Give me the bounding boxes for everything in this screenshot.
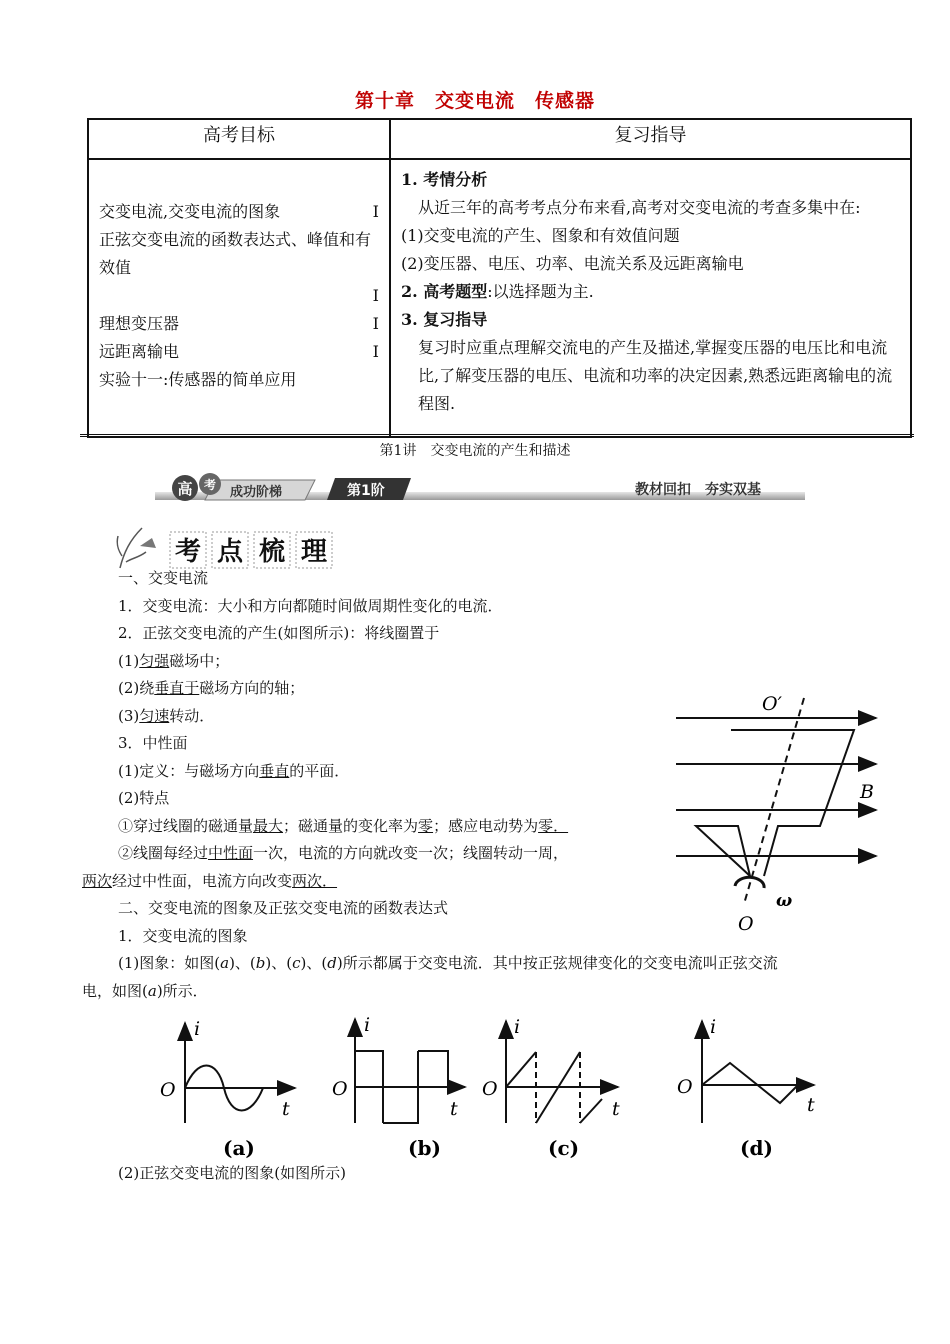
- text-line: (2)正弦交变电流的图象(如图所示): [118, 1164, 346, 1182]
- header-guide: 复习指导: [390, 119, 911, 159]
- text-line: ②线圈每经过中性面一次，电流的方向就改变一次；线圈转动一周，: [118, 844, 569, 862]
- guide-paragraph: 复习时应重点理解交流电的产生及描述,掌握变压器的电压比和电流比,了解变压器的电压、电流和功率的决定因素,熟悉远距离输电的流程图.: [418, 338, 893, 413]
- svg-text:i: i: [514, 1016, 521, 1038]
- heading-char: 点: [217, 537, 244, 567]
- banner-steps: 成功阶梯: [230, 485, 283, 500]
- guide-cell: [390, 159, 911, 437]
- field-label: B: [860, 781, 874, 803]
- text-line: 两次经过中性面，电流方向改变两次．: [82, 871, 338, 890]
- text-line: 1．交变电流的图象: [118, 926, 248, 945]
- butterfly-icon: [140, 538, 156, 548]
- omega-label: ω: [776, 891, 793, 911]
- caption-a: (a): [223, 1136, 255, 1160]
- goal-row: 实验十一:传感器的简单应用: [99, 370, 297, 389]
- banner-stage: 第1阶: [347, 483, 385, 499]
- svg-text:O: O: [482, 1078, 498, 1100]
- axis-label-bottom: O: [738, 913, 754, 935]
- kao-char: 考: [203, 478, 217, 492]
- heading-char: 考: [175, 537, 202, 567]
- graph-c: [482, 1016, 620, 1123]
- goal-row: 远距离输电 Ⅰ: [99, 342, 379, 361]
- guide-paragraph: 从近三年的高考考点分布来看,高考对交变电流的考查多集中在:: [418, 198, 861, 217]
- text-line: 2．正弦交变电流的产生(如图所示)：将线圈置于: [118, 624, 440, 642]
- graph-a: [160, 1018, 295, 1123]
- heading-char: 梳: [259, 537, 286, 567]
- text-line: 1．交变电流：大小和方向都随时间做周期性变化的电流．: [118, 596, 503, 615]
- goal-row: 理想变压器 Ⅰ: [99, 314, 379, 333]
- guide-item: (2)变压器、电压、功率、电流关系及远距离输电: [401, 254, 744, 273]
- coil-figure: [668, 686, 888, 936]
- stage-banner: [155, 472, 805, 506]
- triangle-wave: [702, 1063, 798, 1103]
- guide-heading-3: 3. 复习指导: [401, 310, 488, 329]
- graph-b: [332, 1015, 465, 1123]
- i-label: i: [194, 1018, 201, 1040]
- current-graphs: [150, 1015, 840, 1165]
- text-line: (1)定义：与磁场方向垂直的平面．: [118, 761, 350, 780]
- svg-text:O: O: [677, 1076, 693, 1098]
- review-table: [87, 118, 912, 438]
- axis-label-top: O′: [762, 693, 782, 715]
- chapter-title: 第十章 交变电流 传感器: [354, 90, 595, 112]
- caption-b: (b): [408, 1136, 441, 1160]
- caption-d: (d): [740, 1136, 773, 1160]
- coil: [696, 730, 854, 876]
- text-line: (1)图象：如图(a)、(b)、(c)、(d)所示都属于交变电流．其中按正弦规律变化的交变电流叫正弦交流: [118, 954, 778, 972]
- goal-row: 正弦交变电流的函数表达式、峰值和有效值: [99, 230, 372, 277]
- guide-heading-1: 1. 考情分析: [401, 170, 488, 189]
- text-line: (2)绕垂直于磁场方向的轴；: [118, 679, 305, 697]
- text-line: (2)特点: [118, 789, 170, 807]
- banner-right: 教材回扣 夯实双基: [635, 482, 761, 498]
- svg-text:i: i: [710, 1016, 717, 1038]
- guide-heading-2: 2. 高考题型:以选择题为主.: [401, 282, 594, 301]
- guide-item: (1)交变电流的产生、图象和有效值问题: [401, 226, 680, 245]
- goals-cell: [88, 159, 390, 437]
- text-line: 电，如图(a)所示．: [82, 981, 208, 1000]
- svg-text:t: t: [807, 1094, 815, 1116]
- svg-text:t: t: [450, 1098, 458, 1120]
- svg-text:i: i: [364, 1015, 371, 1036]
- goal-row: 交变电流,交变电流的图象 Ⅰ: [99, 202, 379, 221]
- text-line: (3)匀速转动．: [118, 706, 215, 725]
- text-line: (1)匀强磁场中；: [118, 651, 230, 670]
- content-block-1: [118, 565, 678, 840]
- section-heading-2: 二、交变电流的图象及正弦交变电流的函数表达式: [118, 899, 449, 917]
- header-goals: 高考目标: [88, 119, 390, 159]
- gao-char: 高: [177, 480, 193, 498]
- t-label: t: [282, 1098, 290, 1120]
- svg-text:O: O: [332, 1078, 348, 1100]
- heading-char: 理: [301, 537, 328, 567]
- text-line: 3．中性面: [118, 734, 188, 752]
- lecture-title: 第1讲 交变电流的产生和描述: [379, 443, 571, 459]
- orchid-icon: [117, 528, 146, 568]
- caption-c: (c): [548, 1136, 580, 1160]
- rotation-axis: [744, 698, 804, 904]
- text-line: ①穿过线圈的磁通量最大；磁通量的变化率为零；感应电动势为零．: [118, 816, 569, 835]
- divider: [80, 434, 914, 437]
- svg-text:t: t: [612, 1098, 620, 1120]
- origin-label: O: [160, 1079, 176, 1101]
- section-heading-1: 一、交变电流: [118, 569, 209, 587]
- goal-level: Ⅰ: [372, 286, 379, 305]
- graph-d: [677, 1016, 815, 1123]
